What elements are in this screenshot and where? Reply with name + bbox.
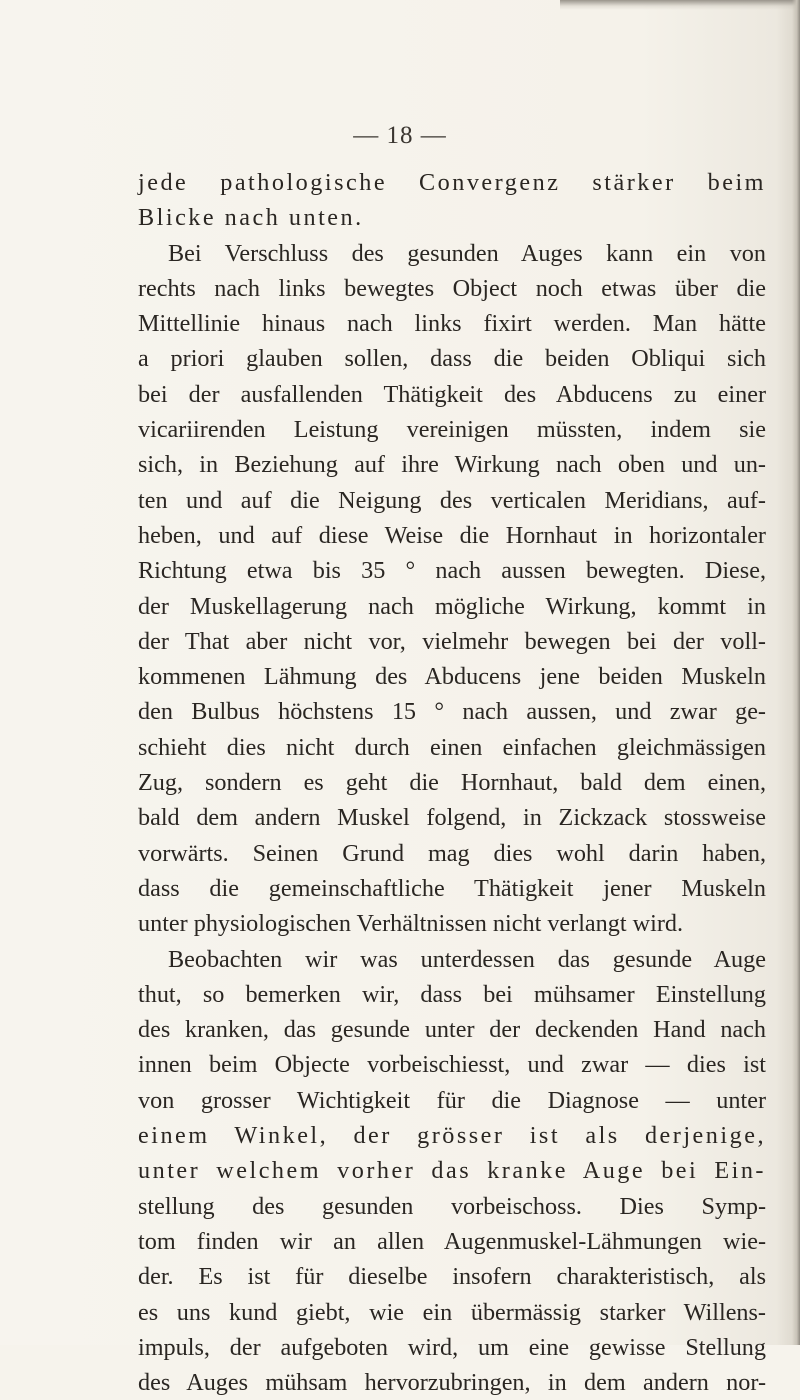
text-line: rechts nach links bewegtes Object noch etwas über die	[138, 274, 766, 302]
text-line: dass die gemeinschaftliche Thätigkeit jener Muskeln	[138, 874, 766, 902]
text-line: stellung des gesunden vorbeischoss. Dies Symp-	[138, 1192, 766, 1220]
text-line: Richtung etwa bis 35 ° nach aussen bewegten. Diese,	[138, 557, 766, 585]
page-edge-shadow-right	[792, 0, 800, 1345]
text-line: Bei Verschluss des gesunden Auges kann ein von	[168, 239, 766, 267]
page-number: — 18 —	[353, 122, 447, 149]
text-line: vorwärts. Seinen Grund mag dies wohl darin haben,	[138, 839, 766, 867]
text-line: a priori glauben sollen, dass die beiden Obliqui sich	[138, 345, 766, 373]
text-line: impuls, der aufgeboten wird, um eine gewisse Stellung	[138, 1333, 766, 1361]
text-line: einem Winkel, der grösser ist als derjenige,	[138, 1122, 766, 1150]
text-line: des Auges mühsam hervorzubringen, in dem andern nor-	[138, 1369, 766, 1397]
text-line: kommenen Lähmung des Abducens jene beiden Muskeln	[138, 663, 766, 691]
text-line: unter welchem vorher das kranke Auge bei Ein-	[138, 1157, 766, 1185]
text-line: der. Es ist für dieselbe insofern charakteristisch, als	[138, 1263, 766, 1291]
text-line: tom finden wir an allen Augenmuskel-Lähmungen wie-	[138, 1227, 766, 1255]
text-line: jede pathologische Convergenz stärker beim	[138, 169, 766, 196]
page-edge-shadow-top	[560, 0, 800, 10]
text-line: sich, in Beziehung auf ihre Wirkung nach oben und un-	[138, 451, 766, 479]
body-text	[138, 165, 766, 1400]
text-line: der That aber nicht vor, vielmehr bewegen bei der voll-	[138, 627, 766, 655]
text-line: den Bulbus höchstens 15 ° nach aussen, und zwar ge-	[138, 698, 766, 726]
text-line: thut, so bemerken wir, dass bei mühsamer Einstellung	[138, 980, 766, 1008]
text-line: Beobachten wir was unterdessen das gesunde Auge	[168, 945, 766, 973]
text-line: es uns kund giebt, wie ein übermässig starker Willens-	[138, 1298, 766, 1326]
text-line: bei der ausfallenden Thätigkeit des Abducens zu einer	[138, 380, 766, 408]
text-line: schieht dies nicht durch einen einfachen gleichmässigen	[138, 733, 766, 761]
text-line: unter physiologischen Verhältnissen nicht verlangt wird.	[138, 910, 684, 938]
text-line: ten und auf die Neigung des verticalen Meridians, auf-	[138, 486, 766, 514]
text-line: von grosser Wichtigkeit für die Diagnose — unter	[138, 1086, 766, 1114]
text-line: innen beim Objecte vorbeischiesst, und zwar — dies ist	[138, 1051, 766, 1079]
text-line: bald dem andern Muskel folgend, in Zickzack stossweise	[138, 804, 766, 832]
text-line: Blicke nach unten.	[138, 204, 364, 232]
text-line: vicariirenden Leistung vereinigen müssten, indem sie	[138, 416, 766, 444]
text-line: Mittellinie hinaus nach links fixirt werden. Man hätte	[138, 310, 766, 338]
text-line: heben, und auf diese Weise die Hornhaut in horizontaler	[138, 521, 766, 549]
text-line: Zug, sondern es geht die Hornhaut, bald dem einen,	[138, 769, 766, 797]
text-line: der Muskellagerung nach mögliche Wirkung, kommt in	[138, 592, 766, 620]
text-line: des kranken, das gesunde unter der deckenden Hand nach	[138, 1016, 766, 1044]
